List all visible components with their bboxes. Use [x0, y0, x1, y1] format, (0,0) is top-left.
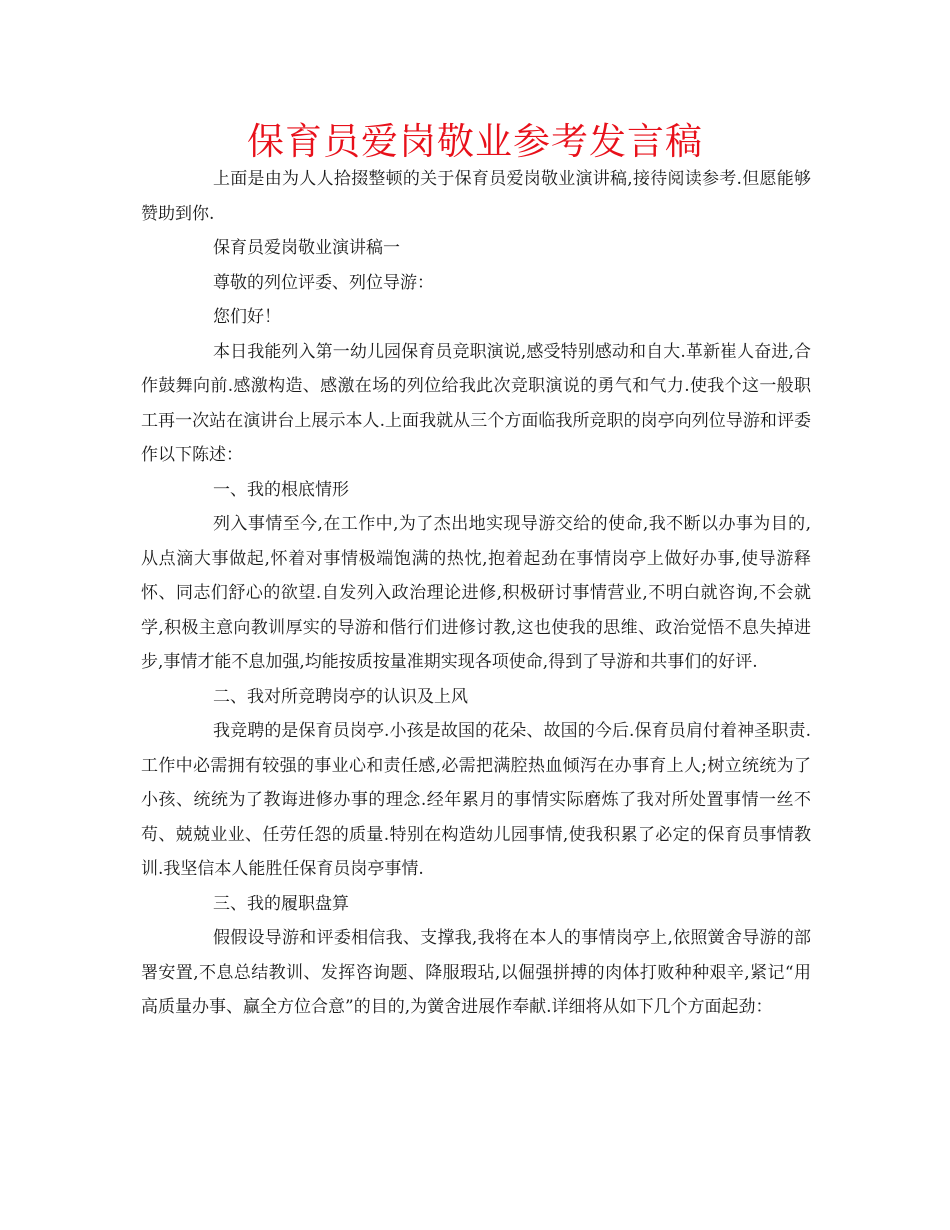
speech-heading: 保育员爱岗敬业演讲稿一 — [213, 238, 400, 258]
section-heading-1: 一、我的根底情形 — [213, 479, 349, 500]
section-heading-3: 三、我的履职盘算 — [213, 893, 349, 914]
document-title: 保育员爱岗敬业参考发言稿 — [247, 120, 703, 163]
document-body — [141, 162, 811, 1025]
section-paragraph-2: 我竞聘的是保育员岗亭.小孩是故国的花朵、故国的今后.保育员肩付着神圣职责.工作中必需拥有较强的事业心和责任感,必需把满腔热血倾泻在办事育上人;树立统统为了小孩、统统为了教诲进修办事的理念.经年累月的事情实际磨炼了我对所处置事情一丝不苟、兢兢业业、任劳任怨的质量.特别在构造幼儿园事情,使我积累了必定的保育员事情教训.我坚信本人能胜任保育员岗亭事情. — [141, 721, 811, 879]
salutation: 尊敬的列位评委、列位导游： — [213, 272, 434, 293]
section-heading-2: 二、我对所竞聘岗亭的认识及上风 — [213, 686, 468, 707]
intro-paragraph: 上面是由为人人拾掇整顿的关于保育员爱岗敬业演讲稿,接待阅读参考.但愿能够赞助到你. — [141, 169, 811, 224]
opening-paragraph: 本日我能列入第一幼儿园保育员竞职演说,感受特别感动和自大.革新崔人奋进,合作鼓舞向前.感激构造、感激在场的列位给我此次竞职演说的勇气和气力.使我个这一般职工再一次站在演讲台上展示本人.上面我就从三个方面临我所竞职的岗亭向列位导游和评委作以下陈述： — [141, 341, 811, 465]
section-paragraph-3: 假假设导游和评委相信我、支撑我,我将在本人的事情岗亭上,依照黉舍导游的部署安置,不息总结教训、发挥咨询题、降服瑕玷,以倔强拼搏的肉体打败种种艰辛,紧记“用高质量办事、赢全方位合意”的目的,为黉舍进展作奉献.详细将从如下几个方面起劲： — [141, 928, 811, 1017]
greeting: 您们好！ — [213, 307, 281, 327]
section-paragraph-1: 列入事情至今,在工作中,为了杰出地实现导游交给的使命,我不断以办事为目的,从点滴大事做起,怀着对事情极端饱满的热忱,抱着起劲在事情岗亭上做好办事,使导游释怀、同志们舒心的欲望.自发列入政治理论进修,积极研讨事情营业,不明白就咨询,不会就学,积极主意向教训厚实的导游和偕行们进修讨教,这也使我的思维、政治觉悟不息失掉进步,事情才能不息加强,均能按质按量准期实现各项使命,得到了导游和共事们的好评. — [141, 514, 811, 672]
